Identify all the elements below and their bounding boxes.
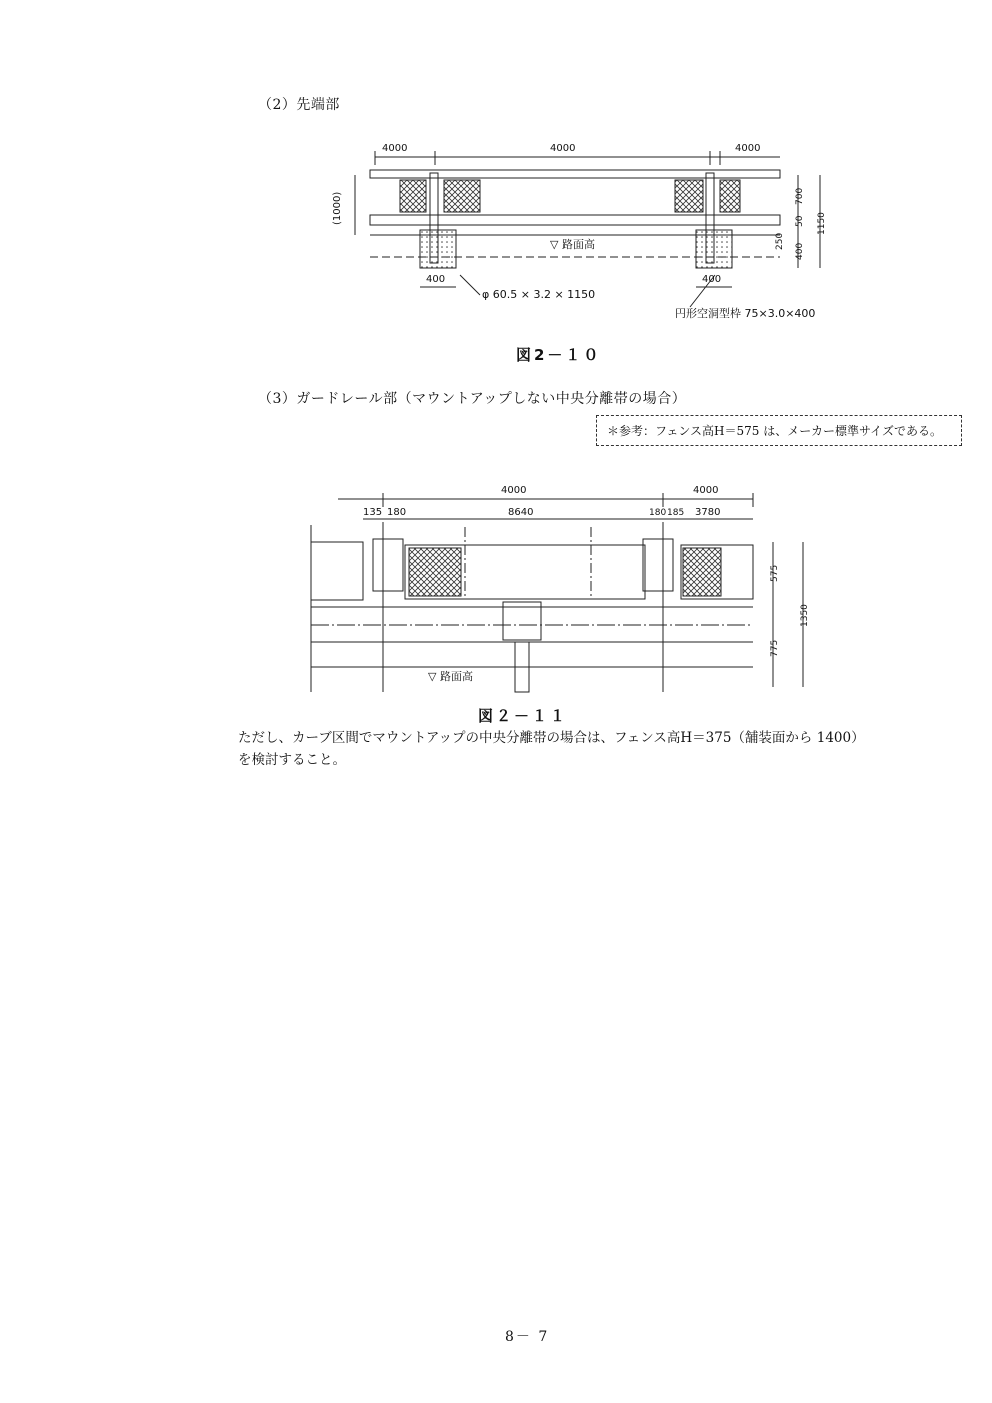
fig10-road-label: ▽ 路面高 [550,238,595,251]
fig10-pipe-label: φ 60.5 × 3.2 × 1150 [482,288,596,301]
fig11-dim-2-6: 3780 [695,507,721,518]
figure-2-11-drawing [283,477,823,697]
fig11-dim-right-1: 575 [770,564,780,582]
fig10-dim-left: (1000) [332,191,343,225]
fig11-dim-2-3: 8640 [508,507,534,518]
figure-2-11-caption: 図２－１１ [478,707,569,725]
figure-2-10-caption: 図2－１０ [516,346,602,364]
page-number: 8－ 7 [505,1329,550,1345]
fig10-dim-right-4: 400 [795,242,805,260]
fig10-form-label: 円形空洞型枠 75×3.0×400 [675,307,816,320]
fig10-dim-bottom-2: 400 [702,274,722,285]
fig11-dim-top-2: 4000 [693,485,719,496]
fig11-dim-right-2: 775 [770,639,780,657]
fig10-dim-right-3: 250 [775,232,785,250]
section-heading-2: （2）先端部 [258,97,340,113]
fig11-dim-top-1: 4000 [501,485,527,496]
fig11-dim-2-4: 180 [649,508,667,518]
fig10-dim-right-2: 50 [795,215,805,227]
fig10-dim-bottom-1: 400 [426,274,446,285]
fig10-dim-top-2: 4000 [550,143,576,154]
fig11-dim-right-3: 1350 [800,604,810,627]
fig11-dim-2-2: 180 [387,507,407,518]
fig10-dim-right-5: 1150 [817,212,827,235]
reference-note: ＊参考：フェンス高H＝575 は、メーカー標準サイズである。 [596,415,962,446]
note-paragraph [238,727,938,771]
fig11-dim-2-1: 135 [363,507,383,518]
section-heading-3: （3）ガードレール部（マウントアップしない中央分離帯の場合） [258,391,687,407]
fig10-dim-right-1: 700 [795,187,805,205]
paragraph-line-1: ただし、カーブ区間でマウントアップの中央分離帯の場合は、フェンス高H＝375（舗装面から 1400） [238,730,865,746]
fig11-dim-2-5: 185 [667,508,685,518]
fig11-road-label: ▽ 路面高 [428,670,473,683]
figure-2-10-drawing [320,135,860,325]
paragraph-line-2: を検討すること。 [238,752,346,768]
fig10-dim-top-1: 4000 [382,143,408,154]
fig10-dim-top-3: 4000 [735,143,761,154]
